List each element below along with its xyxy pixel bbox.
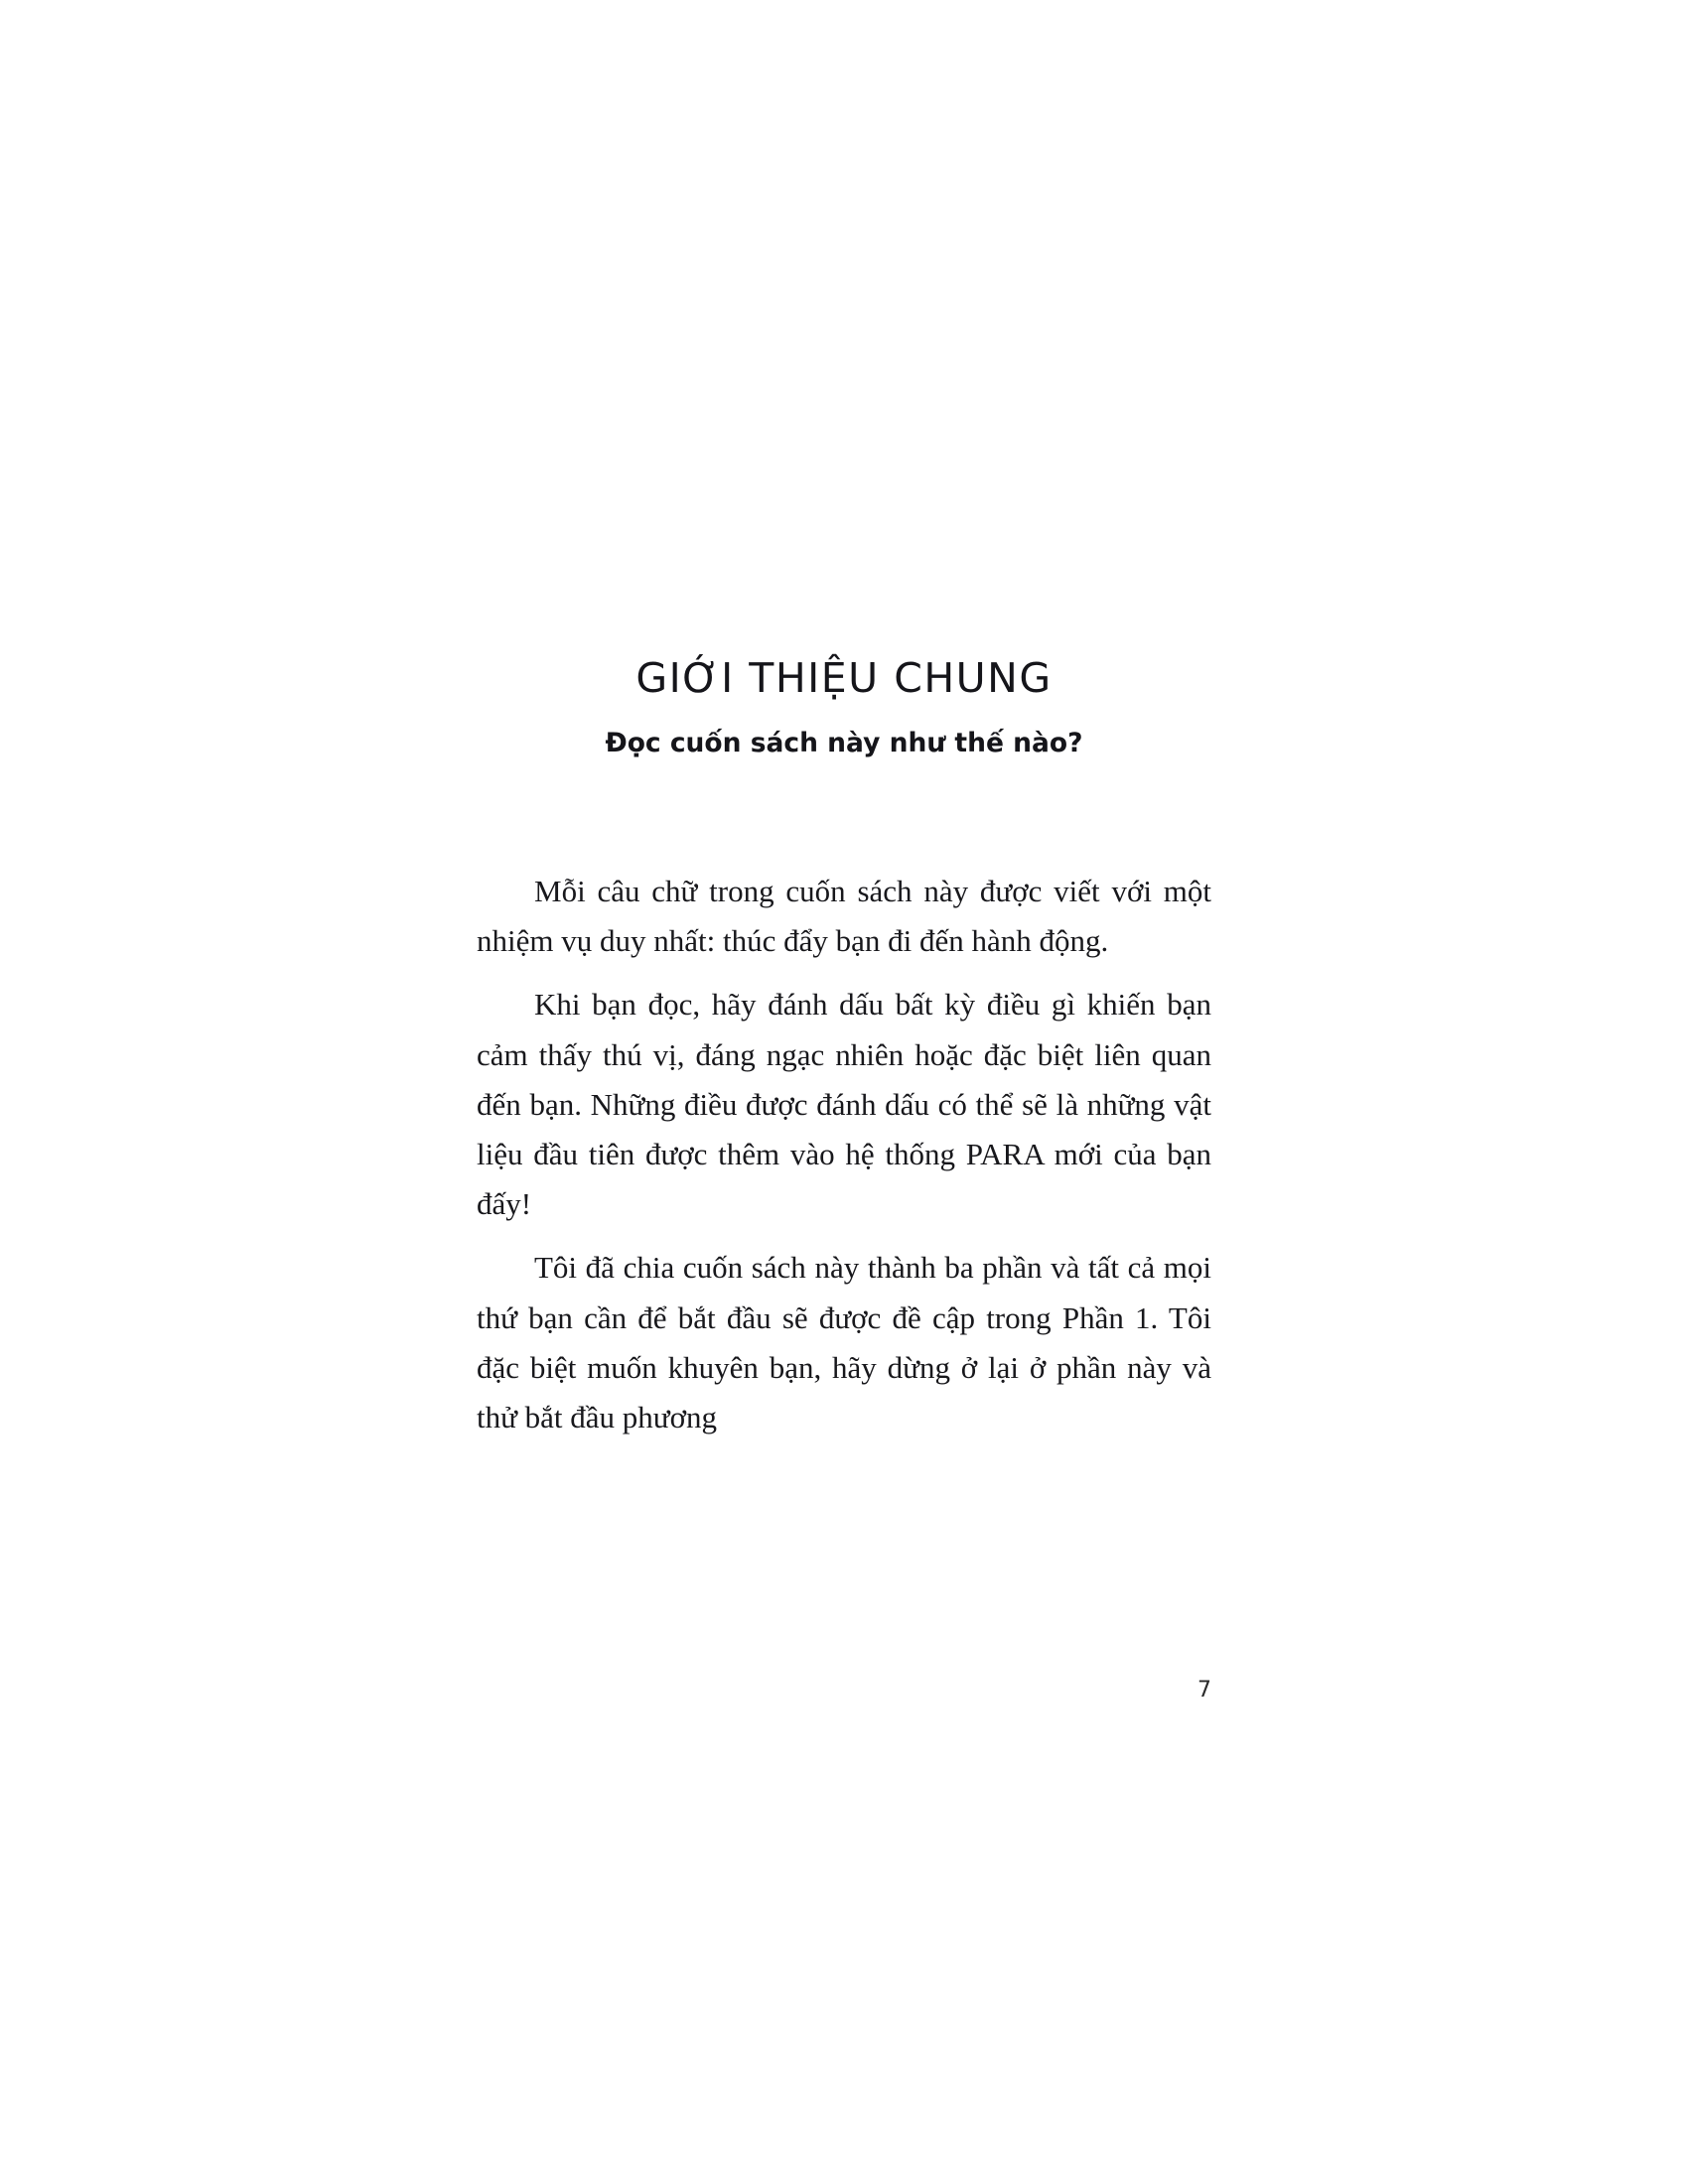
paragraph: Mỗi câu chữ trong cuốn sách này được viết với một nhiệm vụ duy nhất: thúc đẩy bạn đi đến hành động.	[477, 873, 1211, 959]
page-number: 7	[1197, 1678, 1211, 1703]
body-copy	[477, 867, 1211, 1442]
page-subtitle: Đọc cuốn sách này như thế nào?	[605, 728, 1083, 759]
page-title: GIỚI THIỆU CHUNG	[635, 654, 1053, 702]
text-column	[477, 655, 1211, 1442]
paragraph: Khi bạn đọc, hãy đánh dấu bất kỳ điều gì khiến bạn cảm thấy thú vị, đáng ngạc nhiên hoặc đặc biệt liên quan đến bạn. Những điều được đánh dấu có thể sẽ là những vật liệu đầu tiên được thêm vào hệ thống PARA mới của bạn đấy!	[477, 987, 1211, 1222]
paragraph: Tôi đã chia cuốn sách này thành ba phần và tất cả mọi thứ bạn cần để bắt đầu sẽ được đề cập trong Phần 1. Tôi đặc biệt muốn khuyên bạn, hãy dừng ở lại ở phần này và thử bắt đầu phương	[477, 1250, 1211, 1435]
